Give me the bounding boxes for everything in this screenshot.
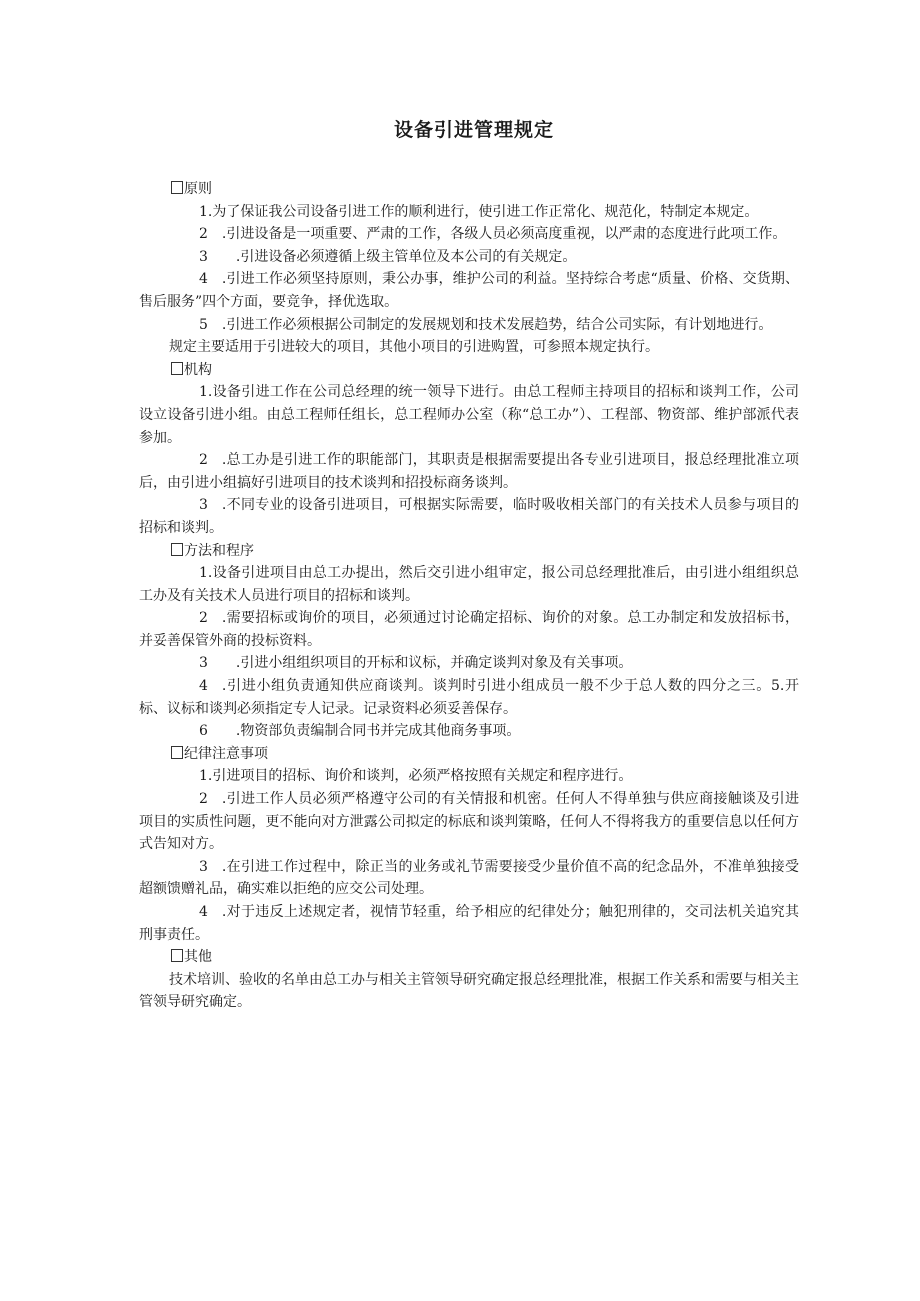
document-body [139,178,799,1014]
paragraph-text: 规定主要适用于引进较大的项目，其他小项目的引进购置，可参照本规定执行。 [169,339,659,356]
paragraph-number: 3 . [199,248,241,265]
paragraph-number: 2 . [199,791,227,808]
paragraph [139,856,799,901]
paragraph-number: 1. [199,203,213,220]
section-heading [139,946,799,969]
paragraph-number: 1. [199,384,213,401]
document-title: 设备引进管理规定 [393,119,554,141]
paragraph-text: 总工办是引进工作的职能部门，其职责是根据需要提出各专业引进项目，报总经理批准立项后，由引进小组搞好引进项目的技术谈判和招投标商务谈判。 [139,452,799,491]
paragraph [139,607,799,652]
paragraph-number: 3 . [199,858,227,875]
document-page [139,112,799,1014]
paragraph-number: 3 . [199,497,227,514]
paragraph [139,901,799,946]
paragraph-number: 2 . [199,452,227,469]
paragraph [139,765,799,788]
paragraph-number: 2 . [199,610,227,627]
paragraph [139,652,799,675]
paragraph-text: 为了保证我公司设备引进工作的顺利进行，使引进工作正常化、规范化，特制定本规定。 [212,203,759,220]
section-heading [139,359,799,382]
paragraph-text: 技术培训、验收的名单由总工办与相关主管领导研究确定报总经理批准，根据工作关系和需要与相关主管领导研究确定。 [139,971,799,1011]
paragraph [139,201,799,224]
checkbox-square-icon [171,362,183,375]
section-heading-text: 机构 [184,361,212,378]
paragraph-text: 引进小组组织项目的开标和议标，并确定谈判对象及有关事项。 [240,655,633,672]
paragraph-text: 引进工作人员必须严格遵守公司的有关情报和机密。任何人不得单独与供应商接触谈及引进项目的实质性问题，更不能向对方泄露公司拟定的标底和谈判策略，任何人不得将我方的重要信息以任何方式告知对方。 [139,791,799,853]
paragraph-number: 1. [199,565,213,582]
paragraph [139,223,799,246]
checkbox-square-icon [171,543,183,556]
section-heading [139,178,799,201]
paragraph-text: 引进工作必须根据公司制定的发展规划和技术发展趋势，结合公司实际，有计划地进行。 [226,316,773,333]
paragraph-number: 4 . [199,904,227,920]
section-heading-text: 纪律注意事项 [184,745,268,762]
paragraph-number: 2 . [199,226,227,243]
paragraph [139,449,799,494]
paragraph-text: 引进设备必须遵循上级主管单位及本公司的有关规定。 [240,248,577,265]
paragraph-number: 4 . [199,678,227,695]
paragraph [139,336,799,359]
paragraph-text: 引进小组负责通知供应商谈判。谈判时引进小组成员一般不少于总人数的四分之三。5.开标、议标和谈判必须指定专人记录。记录资料必须妥善保存。 [139,678,799,717]
paragraph-text: 需要招标或询价的项目，必须通过讨论确定招标、询价的对象。总工办制定和发放招标书，并妥善保管外商的投标资料。 [139,610,799,649]
paragraph [139,675,799,720]
paragraph [139,314,799,337]
section-heading [139,540,799,563]
paragraph-text: 对于违反上述规定者，视情节轻重，给予相应的纪律处分；触犯刑律的，交司法机关追究其刑事责任。 [139,904,799,943]
paragraph [139,381,799,449]
paragraph [139,720,799,743]
paragraph [139,494,799,539]
paragraph [139,268,799,313]
section-heading-text: 其他 [184,949,212,966]
paragraph [139,788,799,856]
paragraph-number: 1. [199,768,213,785]
paragraph-text: 设备引进工作在公司总经理的统一领导下进行。由总工程师主持项目的招标和谈判工作，公司设立设备引进小组。由总工程师任组长，总工程师办公室（称“总工办”）、工程部、物资部、维护部派代表参加。 [139,384,799,446]
paragraph [139,969,799,1014]
section-heading-text: 方法和程序 [184,542,254,559]
checkbox-square-icon [171,949,183,962]
checkbox-square-icon [171,746,183,759]
section-heading-text: 原则 [184,181,212,197]
paragraph [139,246,799,269]
paragraph-text: 在引进工作过程中，除正当的业务或礼节需要接受少量价值不高的纪念品外，不准单独接受超额馈赠礼品，确实难以拒绝的应交公司处理。 [139,858,799,898]
paragraph-number: 4 . [199,271,227,288]
paragraph-number: 3 . [199,655,241,672]
paragraph-text: 不同专业的设备引进项目，可根据实际需要，临时吸收相关部门的有关技术人员参与项目的招标和谈判。 [139,497,799,536]
paragraph-text: 设备引进项目由总工办提出，然后交引进小组审定，报公司总经理批准后，由引进小组组织总工办及有关技术人员进行项目的招标和谈判。 [139,565,799,604]
section-heading [139,743,799,766]
paragraph-number: 6 . [199,723,241,740]
paragraph-text: 引进设备是一项重要、严肃的工作，各级人员必须高度重视，以严肃的态度进行此项工作。 [226,226,787,243]
paragraph-text: 物资部负责编制合同书并完成其他商务事项。 [240,723,521,740]
paragraph-text: 引进项目的招标、询价和谈判，必须严格按照有关规定和程序进行。 [212,768,633,785]
paragraph-number: 5 . [199,316,227,333]
paragraph-text: 引进工作必须坚持原则，秉公办事，维护公司的利益。坚持综合考虑“质量、价格、交货期、售后服务”四个方面，要竞争，择优选取。 [139,271,799,310]
paragraph [139,562,799,607]
checkbox-square-icon [171,181,183,194]
